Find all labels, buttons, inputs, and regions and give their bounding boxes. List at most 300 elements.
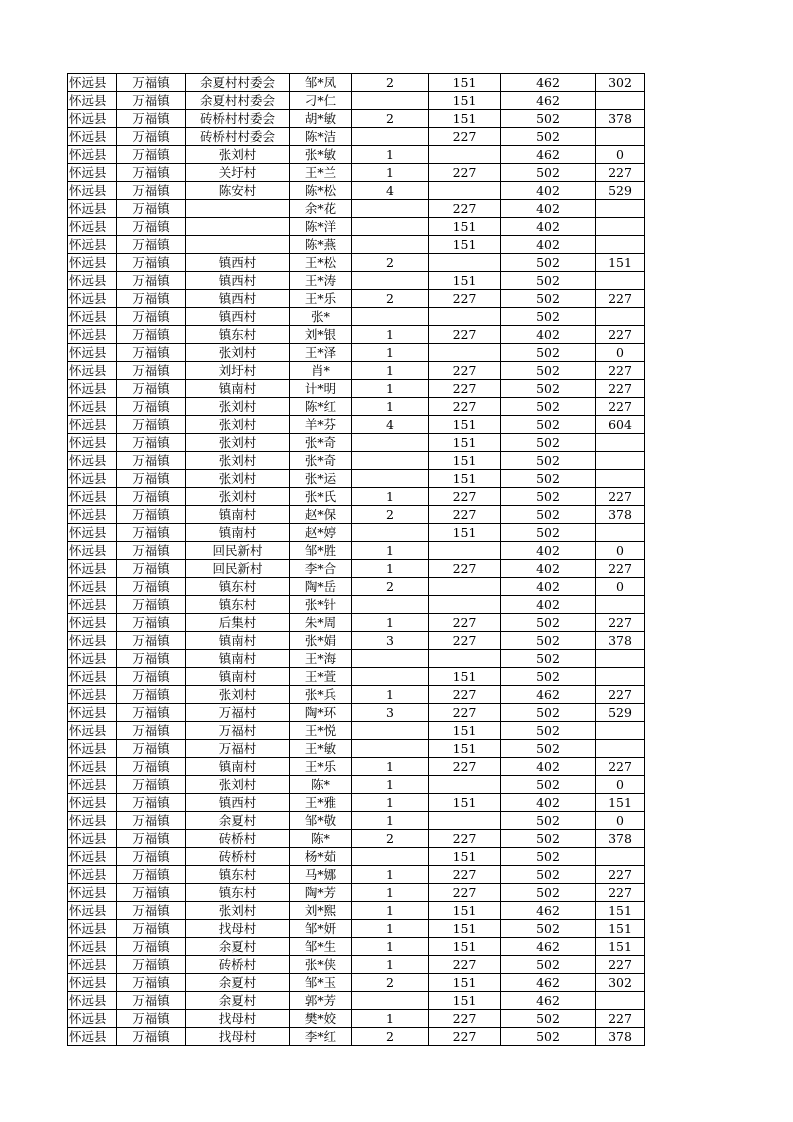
town-cell: 万福镇 [117,236,186,254]
name-cell: 张*侠 [290,956,352,974]
village-cell: 万福村 [186,704,290,722]
total-cell: 151 [596,938,645,956]
village-cell: 张刘村 [186,416,290,434]
count-cell: 1 [352,326,429,344]
amount-b-cell: 502 [501,1028,596,1046]
total-cell: 0 [596,146,645,164]
name-cell: 王*敏 [290,740,352,758]
table-row [68,416,645,434]
amount-b-cell: 402 [501,758,596,776]
table-row [68,956,645,974]
count-cell [352,740,429,758]
total-cell: 227 [596,290,645,308]
village-cell: 刘圩村 [186,362,290,380]
count-cell: 1 [352,362,429,380]
county-cell: 怀远县 [68,974,117,992]
count-cell: 1 [352,902,429,920]
count-cell: 2 [352,290,429,308]
name-cell: 王*兰 [290,164,352,182]
amount-a-cell [429,308,501,326]
name-cell: 张*氏 [290,488,352,506]
count-cell [352,992,429,1010]
total-cell: 529 [596,704,645,722]
count-cell [352,470,429,488]
amount-a-cell [429,344,501,362]
amount-b-cell: 402 [501,560,596,578]
amount-a-cell: 227 [429,380,501,398]
table-row [68,452,645,470]
total-cell [596,308,645,326]
amount-b-cell: 502 [501,434,596,452]
total-cell: 227 [596,380,645,398]
village-cell: 余夏村 [186,938,290,956]
village-cell: 镇南村 [186,632,290,650]
count-cell: 4 [352,416,429,434]
town-cell: 万福镇 [117,398,186,416]
name-cell: 刘*熙 [290,902,352,920]
total-cell: 378 [596,110,645,128]
village-cell: 张刘村 [186,344,290,362]
total-cell: 227 [596,488,645,506]
name-cell: 张*奇 [290,434,352,452]
name-cell: 王*悦 [290,722,352,740]
town-cell: 万福镇 [117,848,186,866]
name-cell: 王*乐 [290,290,352,308]
town-cell: 万福镇 [117,524,186,542]
table-row [68,524,645,542]
name-cell: 邹*妍 [290,920,352,938]
count-cell: 3 [352,704,429,722]
amount-a-cell: 151 [429,992,501,1010]
count-cell: 1 [352,560,429,578]
amount-a-cell: 151 [429,92,501,110]
total-cell [596,722,645,740]
amount-a-cell: 227 [429,1010,501,1028]
amount-b-cell: 502 [501,722,596,740]
village-cell [186,200,290,218]
count-cell: 1 [352,776,429,794]
town-cell: 万福镇 [117,308,186,326]
amount-b-cell: 402 [501,218,596,236]
table-row [68,902,645,920]
county-cell: 怀远县 [68,596,117,614]
count-cell: 2 [352,1028,429,1046]
name-cell: 刁*仁 [290,92,352,110]
name-cell: 赵*保 [290,506,352,524]
town-cell: 万福镇 [117,470,186,488]
village-cell: 张刘村 [186,452,290,470]
count-cell: 1 [352,866,429,884]
name-cell: 张*娟 [290,632,352,650]
table-row [68,740,645,758]
amount-a-cell: 227 [429,488,501,506]
amount-a-cell: 151 [429,524,501,542]
table-row [68,578,645,596]
county-cell: 怀远县 [68,434,117,452]
table-row [68,974,645,992]
name-cell: 张*敏 [290,146,352,164]
name-cell: 邹*敬 [290,812,352,830]
village-cell: 万福村 [186,740,290,758]
count-cell: 1 [352,686,429,704]
village-cell: 张刘村 [186,434,290,452]
total-cell [596,740,645,758]
total-cell [596,128,645,146]
town-cell: 万福镇 [117,578,186,596]
amount-b-cell: 402 [501,578,596,596]
county-cell: 怀远县 [68,452,117,470]
table-row [68,1010,645,1028]
amount-b-cell: 462 [501,92,596,110]
table-row [68,650,645,668]
table-row [68,74,645,92]
county-cell: 怀远县 [68,200,117,218]
table-row [68,146,645,164]
village-cell: 镇南村 [186,758,290,776]
table-row [68,920,645,938]
town-cell: 万福镇 [117,290,186,308]
village-cell: 余夏村 [186,974,290,992]
amount-a-cell: 227 [429,758,501,776]
total-cell: 227 [596,560,645,578]
table-row [68,362,645,380]
amount-a-cell: 151 [429,470,501,488]
amount-b-cell: 462 [501,146,596,164]
amount-b-cell: 402 [501,326,596,344]
name-cell: 陶*芳 [290,884,352,902]
count-cell [352,272,429,290]
amount-b-cell: 402 [501,182,596,200]
count-cell: 1 [352,344,429,362]
name-cell: 陈*松 [290,182,352,200]
village-cell: 张刘村 [186,902,290,920]
town-cell: 万福镇 [117,416,186,434]
village-cell: 砖桥村村委会 [186,128,290,146]
amount-b-cell: 402 [501,794,596,812]
amount-b-cell: 502 [501,452,596,470]
county-cell: 怀远县 [68,794,117,812]
total-cell: 227 [596,614,645,632]
town-cell: 万福镇 [117,866,186,884]
table-row [68,92,645,110]
count-cell: 3 [352,632,429,650]
total-cell: 0 [596,344,645,362]
amount-a-cell: 227 [429,128,501,146]
name-cell: 计*明 [290,380,352,398]
name-cell: 张*兵 [290,686,352,704]
table-row [68,254,645,272]
county-cell: 怀远县 [68,218,117,236]
table-row [68,596,645,614]
name-cell: 余*花 [290,200,352,218]
town-cell: 万福镇 [117,110,186,128]
name-cell: 马*娜 [290,866,352,884]
county-cell: 怀远县 [68,686,117,704]
county-cell: 怀远县 [68,542,117,560]
total-cell [596,434,645,452]
amount-b-cell: 502 [501,362,596,380]
county-cell: 怀远县 [68,146,117,164]
village-cell: 镇东村 [186,866,290,884]
table-row [68,128,645,146]
amount-b-cell: 502 [501,848,596,866]
count-cell: 1 [352,812,429,830]
county-cell: 怀远县 [68,902,117,920]
village-cell: 张刘村 [186,470,290,488]
total-cell [596,218,645,236]
total-cell: 227 [596,758,645,776]
county-cell: 怀远县 [68,290,117,308]
table-row [68,434,645,452]
amount-b-cell: 502 [501,254,596,272]
amount-a-cell: 151 [429,794,501,812]
town-cell: 万福镇 [117,272,186,290]
amount-b-cell: 502 [501,668,596,686]
name-cell: 张*针 [290,596,352,614]
total-cell [596,848,645,866]
table-row [68,398,645,416]
total-cell: 227 [596,398,645,416]
total-cell: 529 [596,182,645,200]
town-cell: 万福镇 [117,128,186,146]
town-cell: 万福镇 [117,974,186,992]
count-cell: 2 [352,74,429,92]
village-cell: 回民新村 [186,560,290,578]
amount-b-cell: 502 [501,740,596,758]
amount-a-cell: 151 [429,110,501,128]
table-row [68,992,645,1010]
table-row [68,776,645,794]
amount-a-cell: 227 [429,326,501,344]
amount-a-cell: 227 [429,686,501,704]
total-cell: 227 [596,866,645,884]
county-cell: 怀远县 [68,272,117,290]
count-cell: 1 [352,1010,429,1028]
name-cell: 胡*敏 [290,110,352,128]
table-row [68,218,645,236]
county-cell: 怀远县 [68,488,117,506]
amount-b-cell: 502 [501,506,596,524]
town-cell: 万福镇 [117,830,186,848]
town-cell: 万福镇 [117,1028,186,1046]
total-cell [596,524,645,542]
count-cell [352,92,429,110]
name-cell: 王*涛 [290,272,352,290]
amount-a-cell: 227 [429,866,501,884]
table-row [68,668,645,686]
county-cell: 怀远县 [68,344,117,362]
name-cell: 羊*芬 [290,416,352,434]
amount-b-cell: 502 [501,956,596,974]
name-cell: 陈*洁 [290,128,352,146]
amount-a-cell: 151 [429,236,501,254]
county-cell: 怀远县 [68,308,117,326]
county-cell: 怀远县 [68,650,117,668]
total-cell [596,272,645,290]
county-cell: 怀远县 [68,128,117,146]
town-cell: 万福镇 [117,326,186,344]
county-cell: 怀远县 [68,470,117,488]
county-cell: 怀远县 [68,830,117,848]
table-row [68,236,645,254]
village-cell: 镇南村 [186,524,290,542]
amount-b-cell: 502 [501,164,596,182]
table-row [68,614,645,632]
town-cell: 万福镇 [117,740,186,758]
name-cell: 邹*玉 [290,974,352,992]
table-row [68,938,645,956]
town-cell: 万福镇 [117,704,186,722]
town-cell: 万福镇 [117,488,186,506]
village-cell: 张刘村 [186,146,290,164]
count-cell: 1 [352,164,429,182]
name-cell: 陈* [290,776,352,794]
amount-a-cell: 227 [429,614,501,632]
town-cell: 万福镇 [117,992,186,1010]
count-cell: 2 [352,830,429,848]
table-row [68,488,645,506]
town-cell: 万福镇 [117,956,186,974]
name-cell: 邹*生 [290,938,352,956]
total-cell: 227 [596,884,645,902]
village-cell [186,218,290,236]
amount-b-cell: 502 [501,830,596,848]
county-cell: 怀远县 [68,668,117,686]
amount-b-cell: 502 [501,290,596,308]
town-cell: 万福镇 [117,722,186,740]
amount-a-cell: 227 [429,632,501,650]
count-cell [352,218,429,236]
amount-b-cell: 502 [501,308,596,326]
amount-a-cell: 151 [429,74,501,92]
town-cell: 万福镇 [117,452,186,470]
table-row [68,506,645,524]
county-cell: 怀远县 [68,758,117,776]
village-cell: 砖桥村 [186,956,290,974]
amount-b-cell: 502 [501,776,596,794]
town-cell: 万福镇 [117,686,186,704]
village-cell: 万福村 [186,722,290,740]
count-cell [352,200,429,218]
county-cell: 怀远县 [68,398,117,416]
town-cell: 万福镇 [117,920,186,938]
amount-a-cell: 227 [429,956,501,974]
town-cell: 万福镇 [117,380,186,398]
amount-b-cell: 502 [501,632,596,650]
amount-a-cell: 151 [429,920,501,938]
amount-b-cell: 462 [501,938,596,956]
amount-b-cell: 502 [501,344,596,362]
village-cell: 镇西村 [186,794,290,812]
amount-a-cell: 227 [429,200,501,218]
amount-a-cell [429,146,501,164]
table-row [68,686,645,704]
name-cell: 张*运 [290,470,352,488]
town-cell: 万福镇 [117,506,186,524]
count-cell: 1 [352,614,429,632]
total-cell: 151 [596,794,645,812]
count-cell: 2 [352,110,429,128]
name-cell: 李*合 [290,560,352,578]
village-cell [186,236,290,254]
town-cell: 万福镇 [117,1010,186,1028]
table-row [68,758,645,776]
total-cell [596,650,645,668]
town-cell: 万福镇 [117,344,186,362]
count-cell: 1 [352,956,429,974]
table-row [68,722,645,740]
village-cell: 镇西村 [186,290,290,308]
town-cell: 万福镇 [117,884,186,902]
amount-a-cell: 151 [429,434,501,452]
amount-b-cell: 502 [501,398,596,416]
table-row [68,110,645,128]
table-row [68,560,645,578]
county-cell: 怀远县 [68,848,117,866]
village-cell: 陈安村 [186,182,290,200]
county-cell: 怀远县 [68,74,117,92]
town-cell: 万福镇 [117,812,186,830]
total-cell: 302 [596,74,645,92]
town-cell: 万福镇 [117,362,186,380]
amount-a-cell: 151 [429,740,501,758]
amount-b-cell: 462 [501,974,596,992]
count-cell [352,308,429,326]
total-cell: 378 [596,1028,645,1046]
total-cell [596,668,645,686]
town-cell: 万福镇 [117,758,186,776]
amount-a-cell: 151 [429,218,501,236]
town-cell: 万福镇 [117,92,186,110]
count-cell: 2 [352,974,429,992]
table-row [68,866,645,884]
amount-a-cell [429,596,501,614]
amount-a-cell: 151 [429,668,501,686]
count-cell: 2 [352,254,429,272]
town-cell: 万福镇 [117,596,186,614]
county-cell: 怀远县 [68,380,117,398]
amount-a-cell: 227 [429,362,501,380]
village-cell: 砖桥村 [186,848,290,866]
village-cell: 镇南村 [186,380,290,398]
table-row [68,632,645,650]
amount-b-cell: 502 [501,884,596,902]
town-cell: 万福镇 [117,218,186,236]
table-row [68,272,645,290]
name-cell: 王*泽 [290,344,352,362]
village-cell: 镇南村 [186,650,290,668]
amount-b-cell: 402 [501,542,596,560]
town-cell: 万福镇 [117,182,186,200]
name-cell: 张* [290,308,352,326]
total-cell: 227 [596,326,645,344]
county-cell: 怀远县 [68,1010,117,1028]
table-row [68,704,645,722]
name-cell: 陈*洋 [290,218,352,236]
village-cell: 镇东村 [186,326,290,344]
village-cell: 砖桥村 [186,830,290,848]
count-cell: 1 [352,920,429,938]
village-cell: 张刘村 [186,398,290,416]
total-cell: 0 [596,776,645,794]
county-cell: 怀远县 [68,182,117,200]
table-row [68,200,645,218]
name-cell: 王*海 [290,650,352,668]
amount-a-cell: 227 [429,704,501,722]
table-row [68,326,645,344]
village-cell: 余夏村村委会 [186,92,290,110]
table-row [68,164,645,182]
